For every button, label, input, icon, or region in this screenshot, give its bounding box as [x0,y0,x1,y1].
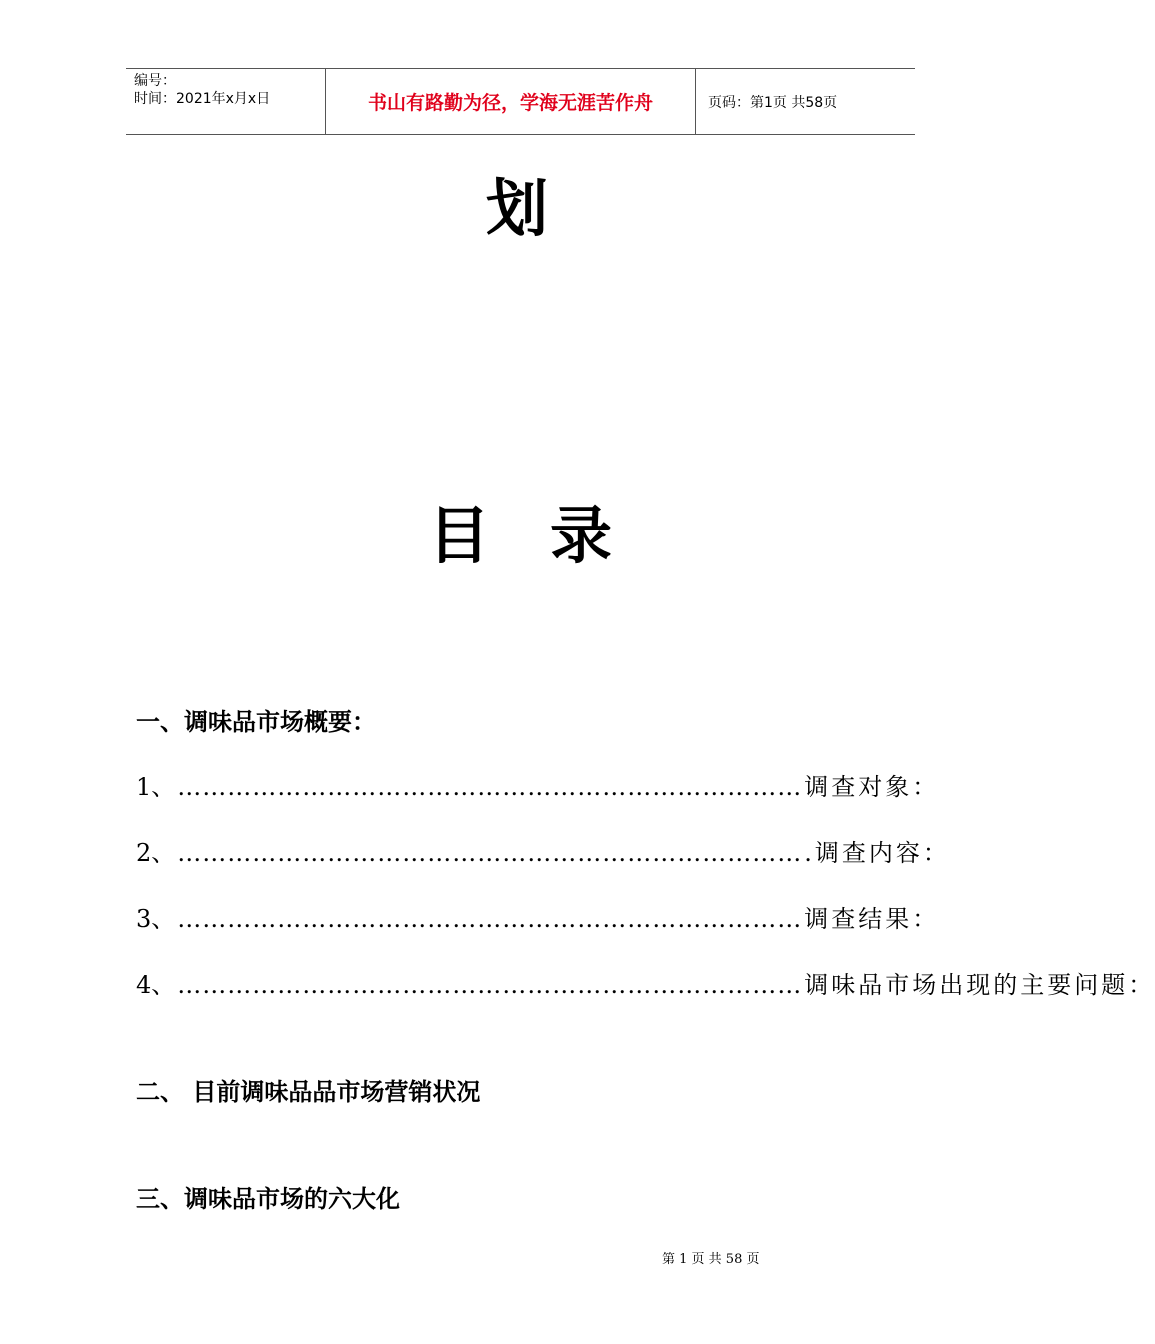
toc-title-second: 录 [550,499,613,572]
toc-item [136,839,950,867]
toc-item-leader: ………………………………………………………………… [177,971,803,999]
page-footer: 第 1 页 共 58 页 [662,1252,760,1267]
toc-item-leader: ………………………………………………………………… [177,839,803,867]
header-meta [126,69,326,134]
toc-item-label: 调味品市场出现的主要问题： [804,971,1155,999]
toc-item-label: 调查结果： [804,905,940,933]
title-fragment: 划 [486,172,549,245]
toc-item-label: 调查对象： [804,773,940,801]
toc-item-number: 1、 [136,773,176,801]
toc-item-number: 2、 [136,839,176,867]
toc-title [428,499,613,572]
number-label: 编号： [134,73,176,89]
toc-title-first: 目 [428,499,491,572]
toc-section-2: 二、 目前调味品品市场营销状况 [136,1077,481,1106]
toc-item-leader: ………………………………………………………………… [177,773,803,801]
toc-item [136,971,1155,999]
toc-item-label: .调查内容： [804,839,950,867]
toc-section-3: 三、调味品市场的六大化 [136,1184,400,1213]
toc-item-number: 3、 [136,905,176,933]
toc-item [136,905,940,933]
toc-item-leader: ………………………………………………………………… [177,905,803,933]
header-page-info: 页码：第1页 共58页 [708,94,838,111]
toc-item-number: 4、 [136,971,176,999]
time-label: 时间：2021年x月x日 [134,91,271,107]
header-motto: 书山有路勤为径，学海无涯苦作舟 [326,69,696,134]
page-header [126,68,915,135]
toc-section-1: 一、调味品市场概要： [136,707,376,736]
toc-item [136,773,940,801]
